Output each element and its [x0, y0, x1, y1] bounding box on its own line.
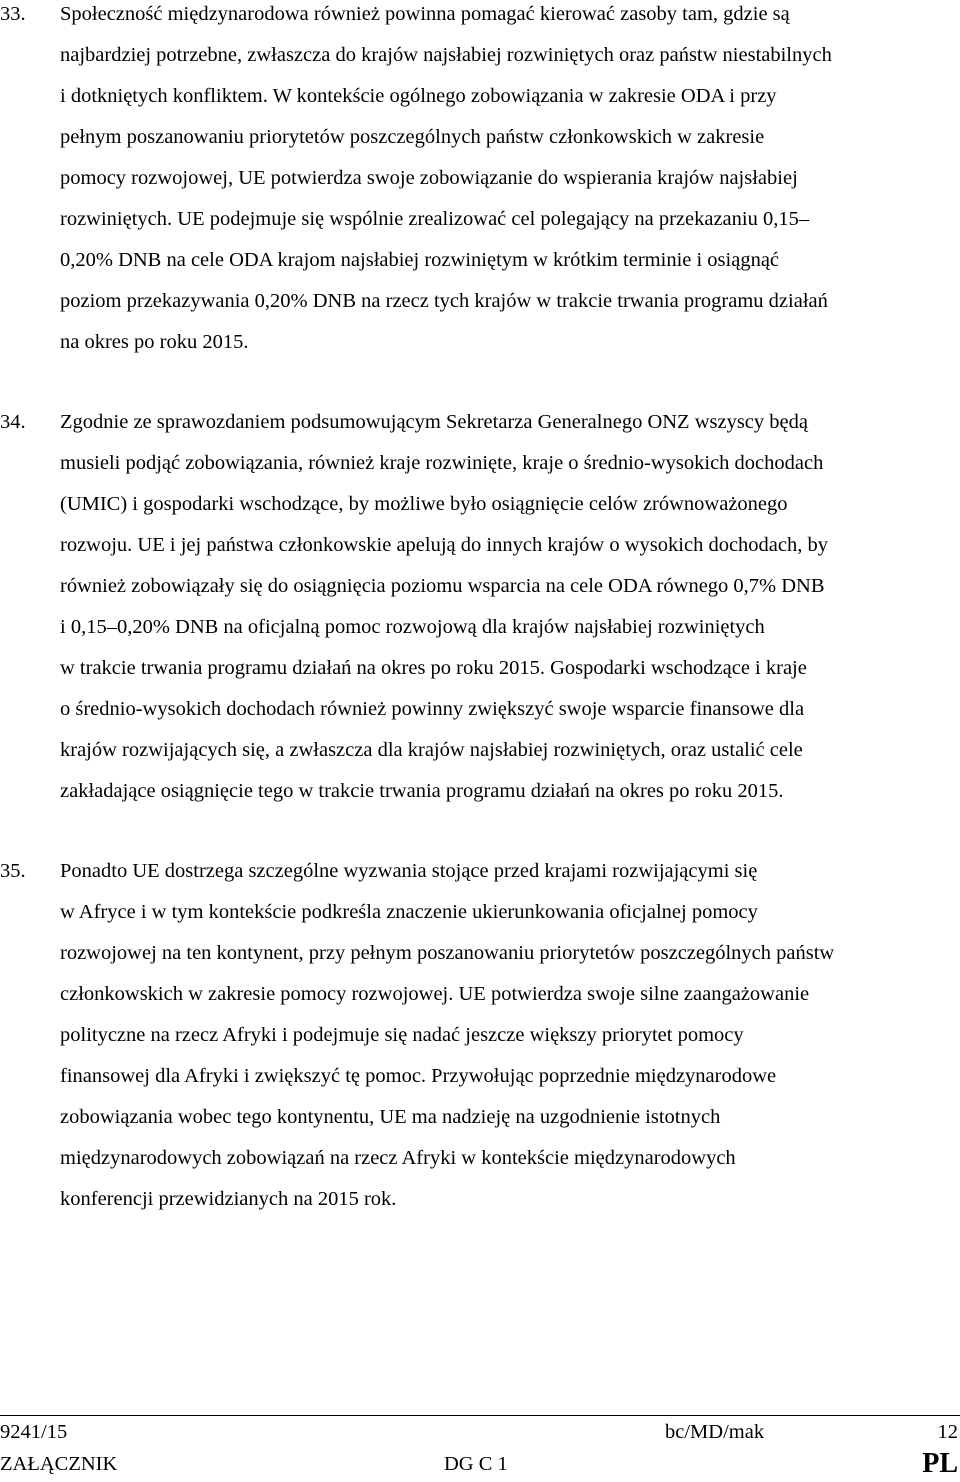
footer-doc-number: 9241/15 — [0, 1421, 68, 1443]
footer-initials: bc/MD/mak — [665, 1421, 765, 1443]
paragraph-line: Społeczność międzynarodowa również powinna pomagać kierować zasoby tam, gdzie są — [60, 3, 790, 25]
paragraph-line: 0,20% DNB na cele ODA krajom najsłabiej rozwiniętym w krótkim terminie i osiągnąć — [60, 249, 780, 271]
paragraph-line: rozwoju. UE i jej państwa członkowskie apelują do innych krajów o wysokich dochodach, by — [60, 534, 828, 556]
paragraph-line: o średnio-wysokich dochodach również powinny zwiększyć swoje wsparcie finansowe dla — [60, 698, 805, 720]
paragraph-line: w Afryce i w tym kontekście podkreśla znaczenie ukierunkowania oficjalnej pomocy — [60, 901, 758, 923]
paragraph-line: Ponadto UE dostrzega szczególne wyzwania stojące przed krajami rozwijającymi się — [60, 860, 758, 882]
paragraph-line: konferencji przewidzianych na 2015 rok. — [60, 1188, 397, 1210]
paragraph-line: na okres po roku 2015. — [60, 331, 249, 353]
footer-divider — [0, 1415, 960, 1416]
paragraph-number: 33. — [0, 3, 26, 25]
paragraph-line: finansowej dla Afryki i zwiększyć tę pomoc. Przywołując poprzednie międzynarodowe — [60, 1065, 777, 1087]
paragraph-line: w trakcie trwania programu działań na okres po roku 2015. Gospodarki wschodzące i kraje — [60, 657, 807, 679]
paragraph-line: zakładające osiągnięcie tego w trakcie trwania programu działań na okres po roku 2015. — [60, 780, 784, 802]
footer-page-number: 12 — [937, 1421, 958, 1443]
paragraph-line: najbardziej potrzebne, zwłaszcza do krajów najsłabiej rozwiniętych oraz państw niestabilnych — [60, 44, 832, 66]
paragraph-number: 34. — [0, 411, 26, 433]
paragraph-line: pomocy rozwojowej, UE potwierdza swoje zobowiązanie do wspierania krajów najsłabiej — [60, 167, 798, 189]
footer-directorate: DG C 1 — [444, 1453, 508, 1475]
paragraph-line: polityczne na rzecz Afryki i podejmuje się nadać jeszcze większy priorytet pomocy — [60, 1024, 744, 1046]
paragraph-line: międzynarodowych zobowiązań na rzecz Afryki w kontekście międzynarodowych — [60, 1147, 736, 1169]
paragraph-line: zobowiązania wobec tego kontynentu, UE ma nadzieję na uzgodnienie istotnych — [60, 1106, 721, 1128]
paragraph-line: krajów rozwijających się, a zwłaszcza dla krajów najsłabiej rozwiniętych, oraz ustalić cele — [60, 739, 803, 761]
paragraph-line: musieli podjąć zobowiązania, również kraje rozwinięte, kraje o średnio-wysokich dochodach — [60, 452, 824, 474]
paragraph-line: rozwojowej na ten kontynent, przy pełnym poszanowaniu priorytetów poszczególnych państw — [60, 942, 835, 964]
paragraph-line: również zobowiązały się do osiągnięcia poziomu wsparcia na cele ODA równego 0,7% DNB — [60, 575, 825, 597]
footer-language-code: PL — [922, 1448, 958, 1479]
paragraph-line: pełnym poszanowaniu priorytetów poszczególnych państw członkowskich w zakresie — [60, 126, 765, 148]
paragraph-line: (UMIC) i gospodarki wschodzące, by możliwe było osiągnięcie celów zrównoważonego — [60, 493, 788, 515]
paragraph-line: członkowskich w zakresie pomocy rozwojowej. UE potwierdza swoje silne zaangażowanie — [60, 983, 810, 1005]
paragraph-line: poziom przekazywania 0,20% DNB na rzecz tych krajów w trakcie trwania programu działań — [60, 290, 828, 312]
paragraph-line: i 0,15–0,20% DNB na oficjalną pomoc rozwojową dla krajów najsłabiej rozwiniętych — [60, 616, 765, 638]
paragraph-number: 35. — [0, 860, 26, 882]
paragraph-line: i dotkniętych konfliktem. W kontekście ogólnego zobowiązania w zakresie ODA i przy — [60, 85, 777, 107]
footer-annex: ZAŁĄCZNIK — [0, 1453, 118, 1475]
paragraph-line: Zgodnie ze sprawozdaniem podsumowującym Sekretarza Generalnego ONZ wszyscy będą — [60, 411, 808, 433]
paragraph-line: rozwiniętych. UE podejmuje się wspólnie zrealizować cel polegający na przekazaniu 0,15– — [60, 208, 810, 230]
